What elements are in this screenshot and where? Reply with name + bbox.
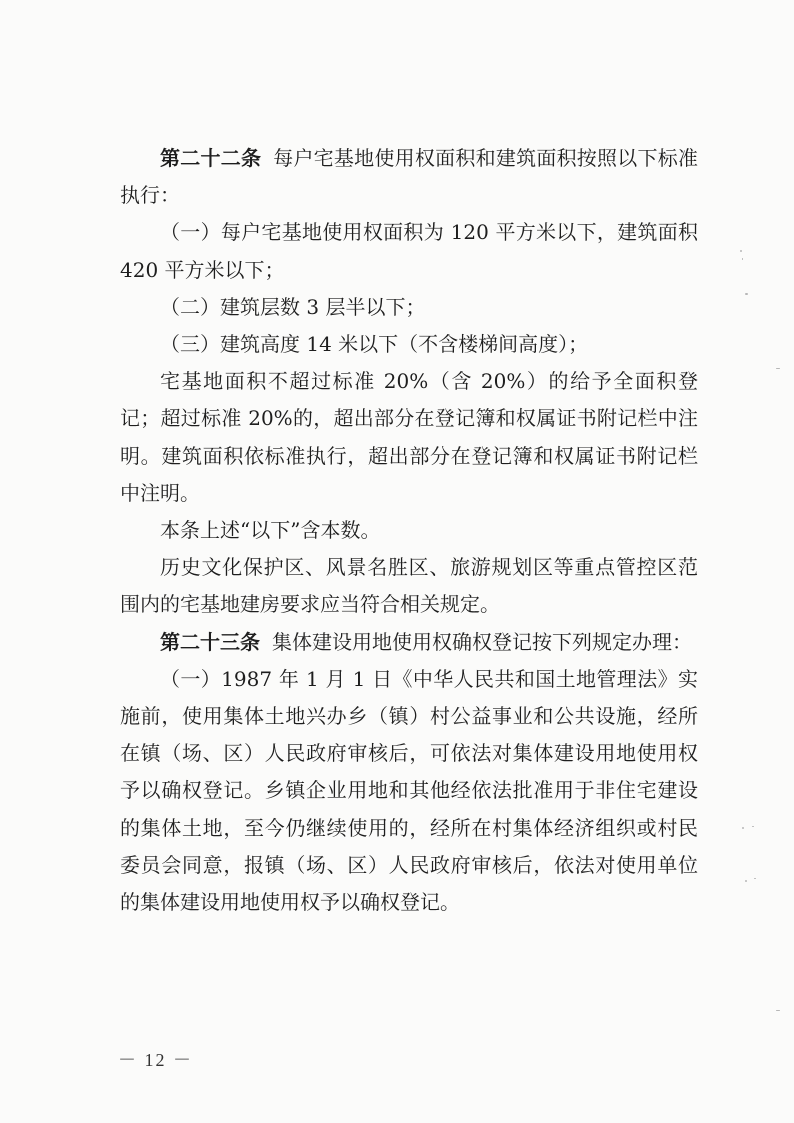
page-number: － 12 － bbox=[118, 1050, 193, 1070]
scan-speck bbox=[740, 250, 742, 252]
scan-speck bbox=[752, 826, 754, 827]
document-body bbox=[120, 140, 698, 921]
article-23-intro-text: 集体建设用地使用权确权登记按下列规定办理： bbox=[272, 629, 692, 654]
article-22-item-3: （三）建筑高度 14 米以下（不含楼梯间高度）； bbox=[160, 332, 589, 357]
scan-speck bbox=[754, 878, 756, 879]
scan-speck bbox=[745, 293, 748, 295]
scan-speck bbox=[742, 827, 744, 829]
article-23-heading: 第二十三条 bbox=[160, 629, 260, 654]
article-22-item-1: （一）每户宅基地使用权面积为 120 平方米以下，建筑面积 420 平方米以下； bbox=[120, 220, 698, 282]
article-23-item-1: （一）1987 年 1 月 1 日《中华人民共和国土地管理法》实施前，使用集体土地兴办乡（镇）村公益事业和公共设施，经所在镇（场、区）人民政府审核后，可依法对集体建设用地使用权予以确权登记。乡镇企业用地和其他经依法批准用于非住宅建设的集体土地，至今仍继续使用的，经所在村集体经济组织或村民委员会同意，报镇（场、区）人民政府审核后，依法对使用单位的集体建设用地使用权予以确权登记。 bbox=[120, 666, 698, 915]
article-22-heading: 第二十二条 bbox=[160, 146, 262, 170]
article-23-intro bbox=[120, 624, 698, 661]
scan-speck bbox=[776, 1010, 780, 1011]
article-22-intro bbox=[120, 140, 698, 214]
article-22-item-2: （二）建筑层数 3 层半以下； bbox=[160, 294, 426, 319]
scan-speck bbox=[742, 258, 743, 260]
article-22-paragraph-area: 宅基地面积不超过标准 20%（含 20%）的给予全面积登记；超过标准 20%的，超出部分在登记簿和权属证书附记栏中注明。建筑面积依标准执行，超出部分在登记簿和权属证书附记栏中注明。 bbox=[120, 369, 698, 505]
article-22-paragraph-heritage: 历史文化保护区、风景名胜区、旅游规划区等重点管控区范围内的宅基地建房要求应当符合相关规定。 bbox=[120, 555, 698, 617]
article-22-intro-text: 每户宅基地使用权面积和建筑面积按照以下标准执行： bbox=[120, 146, 699, 208]
scan-speck bbox=[745, 880, 747, 882]
article-22-paragraph-inclusive: 本条上述“以下”含本数。 bbox=[160, 518, 381, 543]
scan-speck bbox=[776, 368, 780, 369]
